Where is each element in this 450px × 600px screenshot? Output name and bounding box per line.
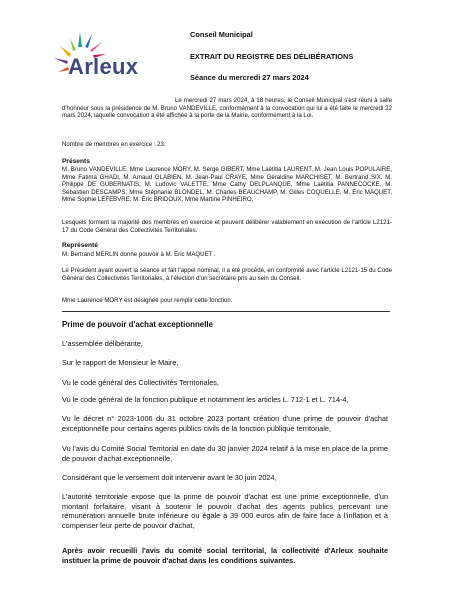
deliberation-paragraph: L'assemblée délibérante,	[62, 339, 143, 348]
deliberation-paragraph: Vu l'avis du Comité Social Territorial en date du 30 janvier 2024 relatif à la mise en place de la prime de pouvoir d'achat exceptionnelle,	[62, 444, 388, 463]
logo-wordmark: Arleux	[68, 54, 139, 79]
deliberation-paragraph: Considérant que le versement doit intervenir avant le 30 juin 2024,	[62, 473, 277, 482]
represente-title: Représenté	[62, 242, 98, 249]
intro-paragraph: Le mercredi 27 mars 2024, à 18 heures, le Conseil Municipal s'est réuni à salle d'honneur sous la présidence de M. Bruno VANDEVILLE, conformément à la convocation qui lui a été faite le mercredi 22 mars 2024, laquelle convocation a été affichée à la porte de la Mairie, conformément à la Loi.	[62, 97, 392, 120]
secretaire-text: Mme Laurence MORY est désignée pour remplir cette fonction.	[62, 297, 233, 304]
section-divider	[62, 311, 390, 312]
deliberation-paragraph: Vu le décret n° 2023-1006 du 31 octobre 2023 portant création d'une prime de pouvoir d'achat exceptionnelle pour certains agents publics civils de la fonction publique territoriale,	[62, 414, 388, 433]
deliberation-paragraph: Vu le code général des Collectivités Territoriales,	[62, 378, 219, 387]
quorum-text: Lesquels forment la majorité des membres en exercice et peuvent délibérer valablement en exécution de l'article L2121-17 du Code Général des Collectivités Territoriales.	[62, 219, 392, 234]
header-register-title: EXTRAIT DU REGISTRE DES DÉLIBÉRATIONS	[190, 52, 354, 61]
deliberation-title: Prime de pouvoir d'achat exceptionnelle	[62, 320, 213, 329]
deliberation-paragraph: Sur le rapport de Monsieur le Maire,	[62, 358, 179, 367]
deliberation-paragraph: L'autorité territoriale expose que la prime de pouvoir d'achat est une prime exceptionnelle, d'un montant forfaitaire, visant à soutenir le pouvoir d'achat des agents publics percevant une rémunération annuelle brute inférieure ou égale à 39 000 euros afin de faire face à l'inflation et à compenser leur perte de pouvoir d'achat,	[62, 492, 388, 530]
header-council: Conseil Municipal	[190, 30, 253, 39]
members-count: Nombre de membres en exercice : 23.	[62, 141, 166, 148]
presents-title: Présents	[62, 158, 90, 165]
represente-text: M. Bertrand MERLIN donne pouvoir à M. Eric MAQUET .	[62, 251, 216, 258]
appel-nominal-text: Le Président ayant ouvert la séance et fait l'appel nominal, il a été procédé, en conformité avec l'article L2121-15 du Code Général des Collectivités Territoriales, à l'élection d'un secrétaire pris au sein du Conseil.	[62, 267, 392, 282]
deliberation-conclusion: Après avoir recueilli l'avis du comité social territorial, la collectivité d'Arleux souhaite instituer la prime de pouvoir d'achat dans les conditions suivantes.	[62, 546, 388, 565]
deliberation-paragraph: Vu le code général de la fonction publique et notamment les articles L. 712-1 et L. 714-4,	[62, 395, 349, 404]
header-session-date: Séance du mercredi 27 mars 2024	[190, 73, 309, 82]
presents-list: M. Bruno VANDEVILLE, Mme Laurence MORY, M. Serge GIBERT, Mme Laëtitia LAURENT, M. Jean Louis POPULAIRE, Mme Fatima GHADI, M. Arnaud GLABIEN, M. Jean-Paul CRAYE, Mme Géraldine MARCHISET, M. Bertrand SIX, M. Philippe DE GUBERNATIS, M. Ludovic VALETTE, Mme Cathy DELPLANQUE, Mme Laëtitia PANNECOCKE, M. Sébastien DESCAMPS, Mme Stéphanie BLONDEL, M. Charles BEAUCHAMP, M. Gilles COQUELLE, M. Eric MAQUET, Mme Sophie LEFEBVRE, M. Éric BRIDOUX, Mme Martine PINHEIRO.	[62, 166, 392, 204]
